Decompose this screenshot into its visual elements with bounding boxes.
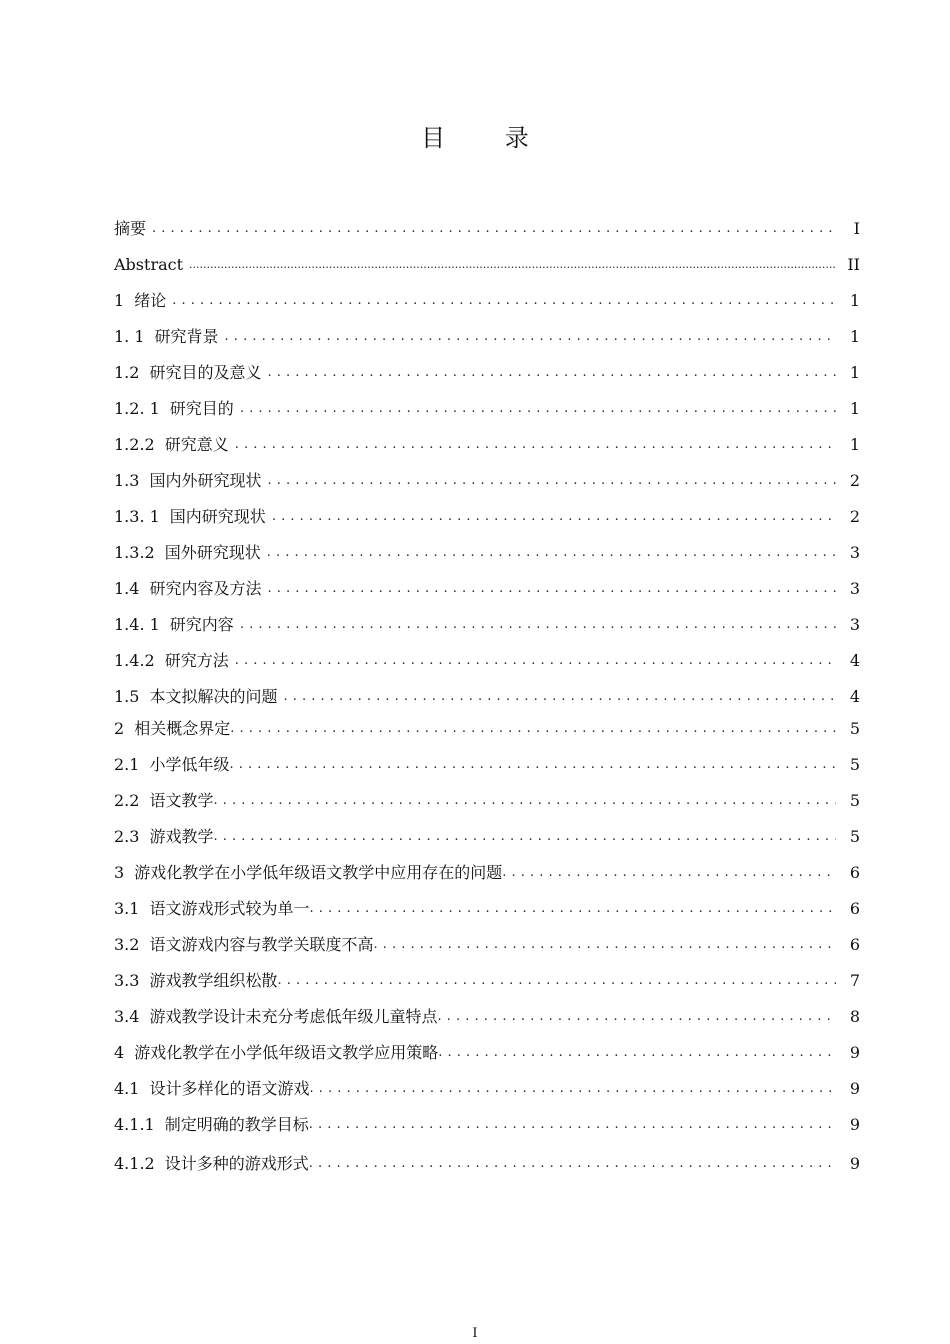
toc-entry-1[interactable]: [114, 286, 860, 316]
toc-entry-page: II: [847, 255, 860, 274]
toc-entry-number: 3.1: [114, 899, 140, 918]
toc-entry-2[interactable]: [114, 714, 860, 744]
toc-entry-page: 1: [849, 291, 860, 310]
toc-entry-text: 相关概念界定: [134, 719, 231, 738]
toc-entry-text: 摘要: [114, 219, 147, 238]
toc-entry-text: 游戏教学设计未充分考虑低年级儿童特点: [149, 1007, 438, 1026]
toc-entry-number: 2.1: [114, 755, 140, 774]
toc-entry-4-1-1[interactable]: [114, 1110, 860, 1140]
toc-leader-dots: [240, 615, 836, 635]
toc-entry-text: 研究背景: [154, 327, 219, 346]
toc-entry-page: 3: [849, 615, 860, 634]
toc-entry-2-2[interactable]: [114, 786, 860, 816]
toc-entry-1-4-1[interactable]: [114, 610, 860, 640]
toc-entry-text: Abstract: [114, 255, 184, 274]
toc-entry-number: 1.4.2: [114, 651, 155, 670]
toc-entry-text: 语文教学: [149, 791, 214, 810]
toc-entry-number: 1.2. 1: [114, 399, 160, 418]
toc-entry-1-3-2[interactable]: [114, 538, 860, 568]
toc-entry-page: 5: [849, 755, 860, 774]
toc-leader-dots: [272, 507, 836, 527]
toc-entry-number: 1.3. 1: [114, 507, 160, 526]
toc-leader-dots: [230, 719, 836, 739]
toc-entry-text: 游戏化教学在小学低年级语文教学应用策略: [134, 1043, 439, 1062]
toc-leader-dots: [267, 471, 836, 491]
toc-entry-number: 2: [114, 719, 125, 738]
toc-entry-page: 1: [849, 435, 860, 454]
toc-entry-page: 1: [849, 363, 860, 382]
toc-entry-number: 3.2: [114, 935, 140, 954]
toc-entry-page: 8: [849, 1007, 860, 1026]
toc-entry-number: 1.4: [114, 579, 140, 598]
toc-entry-2-3[interactable]: [114, 822, 860, 852]
toc-entry-page: 3: [849, 579, 860, 598]
toc-entry-page: 9: [849, 1043, 860, 1062]
toc-entry-text: 设计多样化的语文游戏: [149, 1079, 310, 1098]
toc-entry-page: 9: [849, 1079, 860, 1098]
toc-entry-text: 语文游戏内容与教学关联度不高: [149, 935, 374, 954]
toc-entry-1-4-2[interactable]: [114, 646, 860, 676]
toc-leader-dots: [229, 755, 836, 775]
toc-entry-number: 1.3: [114, 471, 140, 490]
toc-entry-page: 5: [849, 719, 860, 738]
toc-leader-dots: [309, 899, 836, 919]
toc-entry-page: 6: [849, 935, 860, 954]
toc-entry-page: 3: [849, 543, 860, 562]
toc-entry-page: 5: [849, 791, 860, 810]
toc-leader-dots: [267, 363, 836, 383]
toc-entry-text: 研究内容: [169, 615, 234, 634]
toc-entry-number: 4.1.2: [114, 1154, 155, 1173]
toc-leader-dots: [309, 1079, 836, 1099]
toc-entry-4-1-2[interactable]: [114, 1149, 860, 1179]
toc-entry-1-2[interactable]: [114, 358, 860, 388]
toc-entry-text: 研究内容及方法: [149, 579, 262, 598]
toc-leader-dots: [267, 543, 836, 563]
toc-leader-dots: [373, 935, 836, 955]
toc-entry-abstract-en[interactable]: [114, 250, 860, 280]
toc-entry-text: 制定明确的教学目标: [164, 1115, 309, 1134]
toc-entry-page: 1: [849, 399, 860, 418]
toc-entry-3-3[interactable]: [114, 966, 860, 996]
toc-entry-text: 语文游戏形式较为单一: [149, 899, 310, 918]
toc-entry-page: 2: [849, 471, 860, 490]
toc-entry-page: 6: [849, 863, 860, 882]
toc-entry-text: 游戏教学: [149, 827, 214, 846]
toc-entry-number: 2.2: [114, 791, 140, 810]
toc-entry-page: 5: [849, 827, 860, 846]
toc-entry-page: 9: [849, 1154, 860, 1173]
toc-entry-number: 4.1: [114, 1079, 140, 1098]
toc-entry-1-2-1[interactable]: [114, 394, 860, 424]
toc-entry-page: I: [853, 219, 860, 238]
toc-leader-dots: [152, 219, 836, 239]
toc-entry-1-1[interactable]: [114, 322, 860, 352]
toc-entry-text: 游戏教学组织松散: [149, 971, 278, 990]
toc-entry-page: 4: [849, 651, 860, 670]
toc-entry-text: 研究目的及意义: [149, 363, 262, 382]
toc-leader-dots: [437, 1007, 836, 1027]
toc-entry-1-3-1[interactable]: [114, 502, 860, 532]
toc-entry-number: 3.4: [114, 1007, 140, 1026]
toc-entry-number: 1.5: [114, 687, 140, 706]
toc-entry-text: 本文拟解决的问题: [149, 687, 278, 706]
toc-leader-dots: [438, 1043, 836, 1063]
toc-leader-dots: [309, 1154, 836, 1174]
toc-entry-4-1[interactable]: [114, 1074, 860, 1104]
toc-entry-1-5[interactable]: [114, 682, 860, 712]
toc-leader-dots: [235, 435, 836, 455]
toc-entry-number: 4.1.1: [114, 1115, 155, 1134]
toc-entry-page: 9: [849, 1115, 860, 1134]
toc-entry-2-1[interactable]: [114, 750, 860, 780]
toc-leader-dots: [502, 863, 836, 883]
toc-leader-dots: [189, 255, 836, 275]
toc-leader-dots: [267, 579, 836, 599]
toc-entry-text: 研究方法: [164, 651, 229, 670]
toc-leader-dots: [240, 399, 836, 419]
toc-entry-page: 2: [849, 507, 860, 526]
toc-title: 目 录: [421, 124, 555, 152]
toc-leader-dots: [225, 327, 836, 347]
toc-entry-page: 1: [849, 327, 860, 346]
page-number: I: [472, 1326, 478, 1341]
toc-entry-1-3[interactable]: [114, 466, 860, 496]
toc-entry-number: 1.2.2: [114, 435, 155, 454]
toc-entry-text: 研究目的: [169, 399, 234, 418]
toc-entry-number: 2.3: [114, 827, 140, 846]
toc-entry-page: 6: [849, 899, 860, 918]
toc-entry-3[interactable]: [114, 858, 860, 888]
toc-leader-dots: [213, 791, 836, 811]
toc-leader-dots: [309, 1115, 836, 1135]
toc-entry-text: 国内研究现状: [169, 507, 266, 526]
toc-entry-4[interactable]: [114, 1038, 860, 1068]
toc-entry-text: 设计多种的游戏形式: [164, 1154, 309, 1173]
toc-leader-dots: [283, 687, 836, 707]
toc-entry-number: 1.2: [114, 363, 140, 382]
toc-entry-3-1[interactable]: [114, 894, 860, 924]
toc-entry-number: 1: [114, 291, 125, 310]
toc-entry-number: 4: [114, 1043, 125, 1062]
toc-entry-number: 1.4. 1: [114, 615, 160, 634]
toc-leader-dots: [172, 291, 836, 311]
toc-entry-1-2-2[interactable]: [114, 430, 860, 460]
toc-entry-text: 小学低年级: [149, 755, 230, 774]
toc-entry-3-4[interactable]: [114, 1002, 860, 1032]
toc-entry-page: 4: [849, 687, 860, 706]
toc-entry-number: 1.3.2: [114, 543, 155, 562]
toc-entry-text: 绪论: [134, 291, 167, 310]
toc-entry-3-2[interactable]: [114, 930, 860, 960]
toc-entry-1-4[interactable]: [114, 574, 860, 604]
toc-entry-number: 3: [114, 863, 125, 882]
toc-leader-dots: [277, 971, 836, 991]
toc-entry-abstract-cn[interactable]: [114, 214, 860, 244]
toc-entry-number: 3.3: [114, 971, 140, 990]
toc-leader-dots: [235, 651, 836, 671]
toc-entry-text: 游戏化教学在小学低年级语文教学中应用存在的问题: [134, 863, 503, 882]
toc-entry-page: 7: [849, 971, 860, 990]
toc-leader-dots: [213, 827, 836, 847]
toc-entry-text: 研究意义: [164, 435, 229, 454]
toc-entry-text: 国外研究现状: [164, 543, 261, 562]
toc-entry-text: 国内外研究现状: [149, 471, 262, 490]
toc-entry-number: 1. 1: [114, 327, 145, 346]
